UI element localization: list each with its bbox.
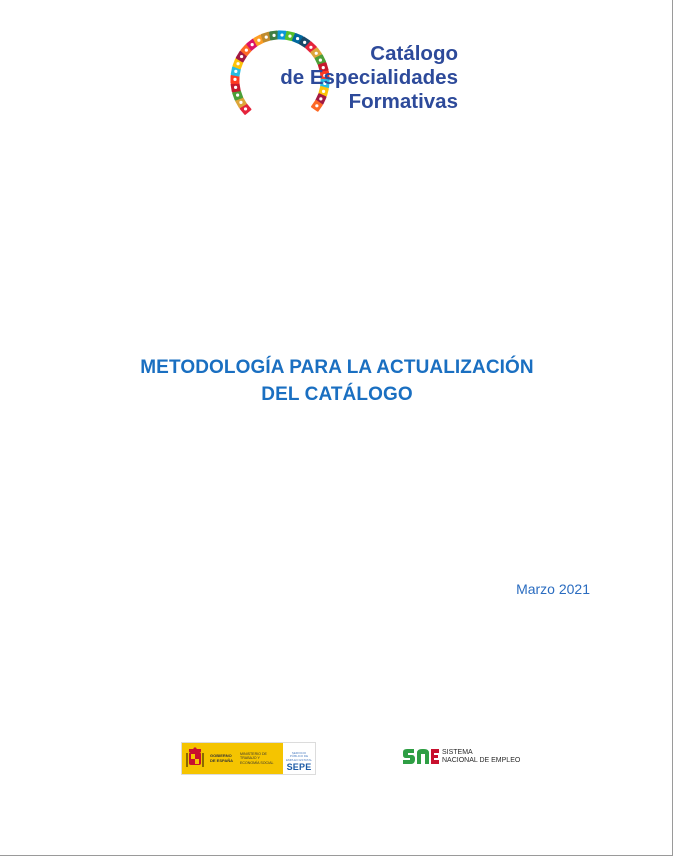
gobierno-label: GOBIERNO DE ESPAÑA <box>210 752 234 763</box>
sdg-tile-glyph-icon <box>288 35 291 38</box>
sepe-logo <box>283 743 315 774</box>
sdg-tile-glyph-icon <box>240 55 243 58</box>
ministerio-label: MINISTERIO DE TRABAJO Y ECONOMÍA SOCIAL <box>240 752 274 765</box>
sdg-tile-glyph-icon <box>234 86 237 89</box>
logo-line-1: Catálogo <box>370 42 458 65</box>
sne-logo <box>401 745 531 769</box>
sdg-tile-glyph-icon <box>265 36 268 39</box>
title-line-2: DEL CATÁLOGO <box>261 384 413 405</box>
spain-crest-icon <box>186 747 204 771</box>
sdg-tile-glyph-icon <box>234 70 237 73</box>
document-title <box>0 354 674 408</box>
sdg-tile-glyph-icon <box>239 101 242 104</box>
sepe-label: SEPE <box>286 762 312 772</box>
sne-label <box>442 749 520 766</box>
sne-line-2: NACIONAL DE EMPLEO <box>442 757 521 764</box>
title-line-1: METODOLOGÍA PARA LA ACTUALIZACIÓN <box>140 357 534 378</box>
government-banner <box>182 743 283 774</box>
sdg-tile-glyph-icon <box>296 37 299 40</box>
government-sepe-logo <box>181 742 316 775</box>
sdg-tile-glyph-icon <box>236 94 239 97</box>
logo-line-3: Formativas <box>348 90 458 113</box>
sdg-tile-glyph-icon <box>245 49 248 52</box>
sdg-tile-glyph-icon <box>251 43 254 46</box>
document-date: Marzo 2021 <box>516 581 590 597</box>
sdg-tile-glyph-icon <box>236 62 239 65</box>
sdg-tile-glyph-icon <box>280 33 283 36</box>
sne-line-1: SISTEMA <box>442 748 473 756</box>
sdg-tile-glyph-icon <box>272 34 275 37</box>
sne-logo-icon <box>401 747 441 767</box>
logo-line-2: de Especialidades <box>280 66 458 89</box>
sdg-tile-glyph-icon <box>257 39 260 42</box>
sdg-tile-glyph-icon <box>244 107 247 110</box>
catalog-logo-text <box>270 42 458 114</box>
sdg-tile-glyph-icon <box>233 78 236 81</box>
sepe-full-name: SERVICIO PÚBLICO DE EMPLEO ESTATAL <box>285 750 312 762</box>
